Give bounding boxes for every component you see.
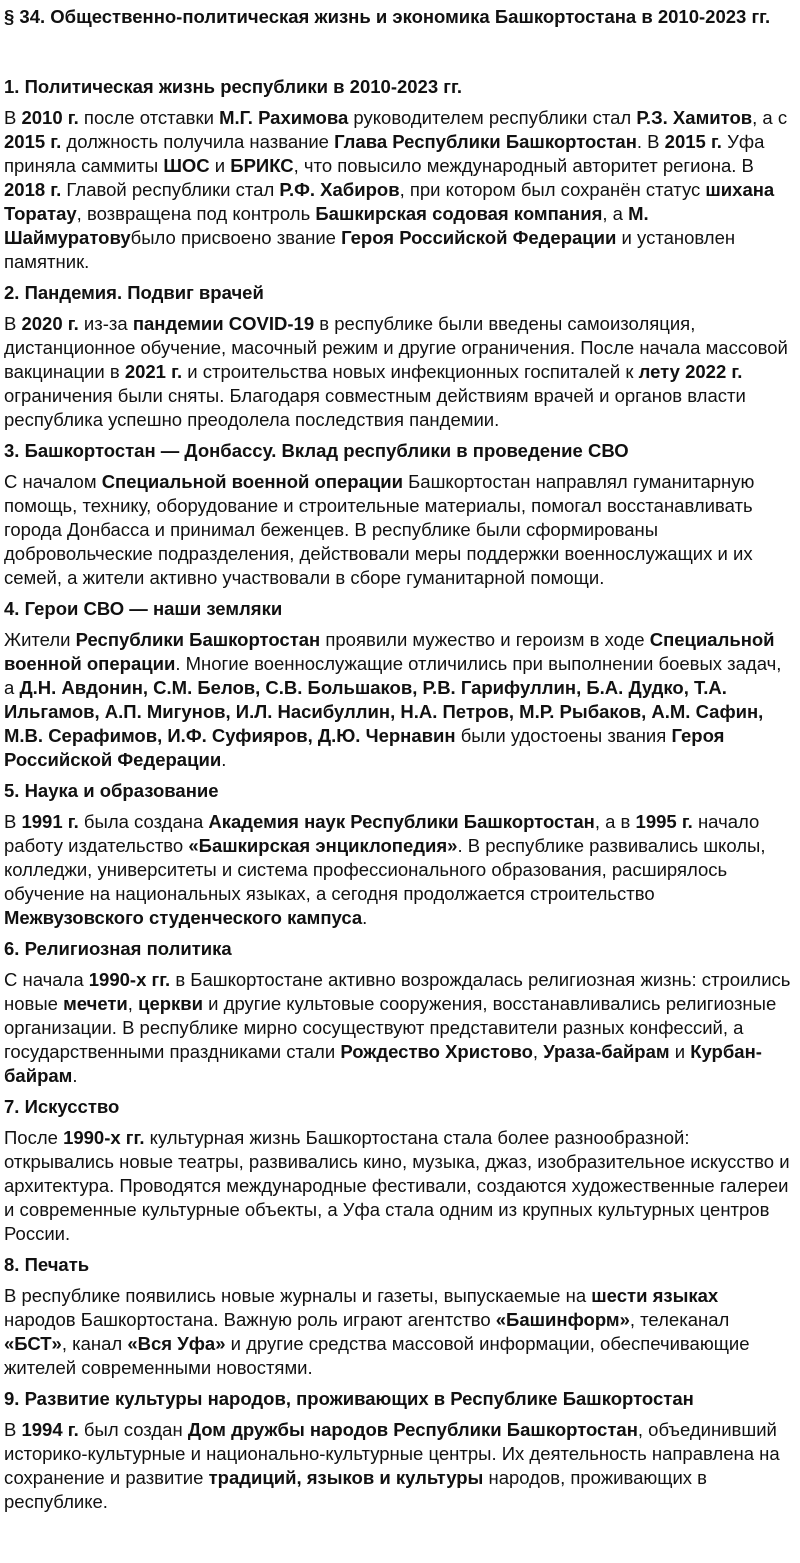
text-run: В bbox=[4, 811, 22, 832]
bold-text: Межвузовского студенческого кампуса bbox=[4, 907, 363, 928]
bold-text: Республики Башкортостан bbox=[75, 629, 321, 650]
text-run: , что повысило международный авторитет региона. В bbox=[293, 155, 754, 176]
text-run: и другие культовые сооружения, восстанавливались религиозные организации. В республике мирно сосуществуют представители разных конфессий, а государственными праздниками стали bbox=[4, 993, 777, 1062]
bold-text: М. Шаймуратову bbox=[4, 203, 649, 248]
section-heading: 5. Наука и образование bbox=[4, 780, 219, 801]
section-heading: 6. Религиозная политика bbox=[4, 938, 232, 959]
text-run: в республике были введены самоизоляция, дистанционное обучение, масочный режим и другие ограничения. После начала массовой вакцинации в bbox=[4, 313, 788, 382]
bold-text: Р.Ф. Хабиров bbox=[279, 179, 400, 200]
section-paragraph bbox=[4, 1126, 792, 1246]
text-run: После bbox=[4, 1127, 64, 1148]
section-heading: 7. Искусство bbox=[4, 1096, 120, 1117]
text-run: Башкортостан направлял гуманитарную помощь, технику, оборудование и строительные материалы, помогал восстанавливать города Донбасса и принимал беженцев. В республике были сформированы добровольческие подразделения, действовали меры поддержки военнослужащих и их семей, а жители активно участвовали в сборе гуманитарной помощи. bbox=[4, 471, 755, 588]
bold-text: 1995 г. bbox=[635, 811, 693, 832]
bold-text: 2015 г. bbox=[664, 131, 722, 152]
bold-text: Р.З. Хамитов bbox=[636, 107, 753, 128]
section-paragraph bbox=[4, 470, 792, 590]
bold-text: БРИКС bbox=[230, 155, 294, 176]
text-run: , объединивший историко-культурные и национально-культурные центры. Их деятельность направлена на сохранение и развитие bbox=[4, 1419, 780, 1488]
bold-text: Глава Республики Башкортостан bbox=[334, 131, 637, 152]
bold-text: лету 2022 г. bbox=[638, 361, 743, 382]
section-heading: 9. Развитие культуры народов, проживающих в Республике Башкортостан bbox=[4, 1388, 694, 1409]
text-run: , а bbox=[602, 203, 629, 224]
text-run: и bbox=[209, 155, 231, 176]
bold-text: традиций, языков и культуры bbox=[208, 1467, 484, 1488]
text-run: , телеканал bbox=[629, 1309, 730, 1330]
bold-text: шихана Торатау bbox=[4, 179, 775, 224]
section-paragraph bbox=[4, 810, 792, 930]
text-run: руководителем республики стал bbox=[348, 107, 637, 128]
bold-text: 2020 г. bbox=[21, 313, 79, 334]
section-paragraph bbox=[4, 1418, 792, 1514]
text-run: и строительства новых инфекционных госпиталей к bbox=[182, 361, 639, 382]
bold-text: 2015 г. bbox=[4, 131, 62, 152]
text-run: , а с bbox=[752, 107, 788, 128]
text-run: . bbox=[362, 907, 368, 928]
section-paragraph bbox=[4, 106, 792, 274]
text-run: ограничения были сняты. Благодаря совместным действиям врачей и органов власти республика успешно преодолела последствия пандемии. bbox=[4, 385, 746, 430]
text-run: Уфа приняла саммиты bbox=[4, 131, 765, 176]
text-run: после отставки bbox=[78, 107, 220, 128]
text-run: культурная жизнь Башкортостана стала более разнообразной: открывались новые театры, развивались кино, музыка, джаз, изобразительное искусство и архитектура. Проводятся международные фестивали, создаются художественные галереи и современные культурные объекты, а Уфа стала одним из крупных культурных центров России. bbox=[4, 1127, 790, 1244]
text-run: Жители bbox=[4, 629, 76, 650]
bold-text: 1991 г. bbox=[21, 811, 79, 832]
text-run: и bbox=[669, 1041, 691, 1062]
section-heading: 8. Печать bbox=[4, 1254, 90, 1275]
text-run: был создан bbox=[78, 1419, 188, 1440]
text-run: В bbox=[4, 107, 22, 128]
text-run: . bbox=[221, 749, 227, 770]
bold-text: «БСТ» bbox=[4, 1333, 62, 1354]
text-run: начало работу издательство bbox=[4, 811, 760, 856]
bold-text: М.Г. Рахимова bbox=[219, 107, 349, 128]
bold-text: Специальной военной операции bbox=[4, 629, 775, 674]
bold-text: Академия наук Республики Башкортостан bbox=[208, 811, 595, 832]
text-run: проявили мужество и героизм в ходе bbox=[320, 629, 650, 650]
text-run: . В bbox=[636, 131, 665, 152]
sections-container bbox=[4, 74, 792, 1514]
bold-text: Героя Российской Федерации bbox=[4, 725, 725, 770]
text-run: и установлен памятник. bbox=[4, 227, 736, 272]
bold-text: церкви bbox=[138, 993, 204, 1014]
section-heading: 3. Башкортостан — Донбассу. Вклад республики в проведение СВО bbox=[4, 440, 629, 461]
bold-text: пандемии COVID-19 bbox=[132, 313, 315, 334]
bold-text: Ураза-байрам bbox=[543, 1041, 670, 1062]
section-heading: 2. Пандемия. Подвиг врачей bbox=[4, 282, 264, 303]
text-run: Главой республики стал bbox=[61, 179, 280, 200]
text-run: и другие средства массовой информации, обеспечивающие жителей современными новостями. bbox=[4, 1333, 750, 1378]
bold-text: Д.Н. Авдонин, С.М. Белов, С.В. Большаков, Р.В. Гарифуллин, Б.А. Дудко, Т.А. Ильгамов, А.П. Мигунов, И.Л. Насибуллин, Н.А. Петров, М.Р. Рыбаков, А.М. Сафин, М.В. Серафимов, И.Ф. Суфияров, Д.Ю. Чернавин bbox=[4, 677, 764, 746]
text-run: В bbox=[4, 1419, 22, 1440]
section-heading: 4. Герои СВО — наши земляки bbox=[4, 598, 283, 619]
bold-text: 2010 г. bbox=[21, 107, 79, 128]
text-run: . bbox=[72, 1065, 78, 1086]
bold-text: 1990-х гг. bbox=[88, 969, 171, 990]
text-run: В bbox=[4, 313, 22, 334]
section-paragraph bbox=[4, 628, 792, 772]
bold-text: «Башинформ» bbox=[495, 1309, 630, 1330]
text-run: была создана bbox=[78, 811, 209, 832]
page-title: § 34. Общественно-политическая жизнь и экономика Башкортостана в 2010-2023 гг. bbox=[4, 6, 771, 27]
text-run: . Многие военнослужащие отличились при выполнении боевых задач, а bbox=[4, 653, 782, 698]
text-run: народов, проживающих в республике. bbox=[4, 1467, 708, 1512]
text-run: должность получила название bbox=[61, 131, 335, 152]
text-run: С начала bbox=[4, 969, 89, 990]
bold-text: Героя Российской Федерации bbox=[341, 227, 617, 248]
bold-text: 2018 г. bbox=[4, 179, 62, 200]
text-run: С началом bbox=[4, 471, 102, 492]
section-paragraph bbox=[4, 312, 792, 432]
bold-text: «Вся Уфа» bbox=[127, 1333, 226, 1354]
bold-text: Дом дружбы народов Республики Башкортостан bbox=[187, 1419, 638, 1440]
text-run: народов Башкортостана. Важную роль играют агентство bbox=[4, 1309, 496, 1330]
section-heading: 1. Политическая жизнь республики в 2010-2023 гг. bbox=[4, 76, 462, 97]
bold-text: Курбан-байрам bbox=[4, 1041, 762, 1086]
section-paragraph bbox=[4, 1284, 792, 1380]
bold-text: Специальной военной операции bbox=[101, 471, 404, 492]
bold-text: шести языках bbox=[591, 1285, 719, 1306]
text-run: в Башкортостане активно возрождалась религиозная жизнь: строились новые bbox=[4, 969, 791, 1014]
bold-text: 1994 г. bbox=[21, 1419, 79, 1440]
text-run: В республике появились новые журналы и газеты, выпускаемые на bbox=[4, 1285, 592, 1306]
text-run: были удостоены звания bbox=[455, 725, 672, 746]
bold-text: 2021 г. bbox=[124, 361, 183, 382]
section-paragraph bbox=[4, 968, 792, 1088]
bold-text: мечети bbox=[63, 993, 128, 1014]
bold-text: «Башкирская энциклопедия» bbox=[188, 835, 458, 856]
bold-text: 1990-х гг. bbox=[63, 1127, 145, 1148]
text-run: , bbox=[127, 993, 139, 1014]
bold-text: ШОС bbox=[163, 155, 210, 176]
text-run: , а в bbox=[594, 811, 636, 832]
bold-text: Рождество Христово bbox=[340, 1041, 533, 1062]
bold-text: Башкирская содовая компания bbox=[315, 203, 603, 224]
text-run: , при котором был сохранён статус bbox=[399, 179, 706, 200]
text-run: , возвращена под контроль bbox=[76, 203, 316, 224]
text-run: из-за bbox=[78, 313, 133, 334]
text-run: , bbox=[532, 1041, 544, 1062]
text-run: , канал bbox=[61, 1333, 128, 1354]
text-run: было присвоено звание bbox=[130, 227, 342, 248]
text-run: . В республике развивались школы, колледжи, университеты и система профессионального образования, расширялось обучение на национальных языках, а сегодня продолжается строительство bbox=[4, 835, 766, 904]
